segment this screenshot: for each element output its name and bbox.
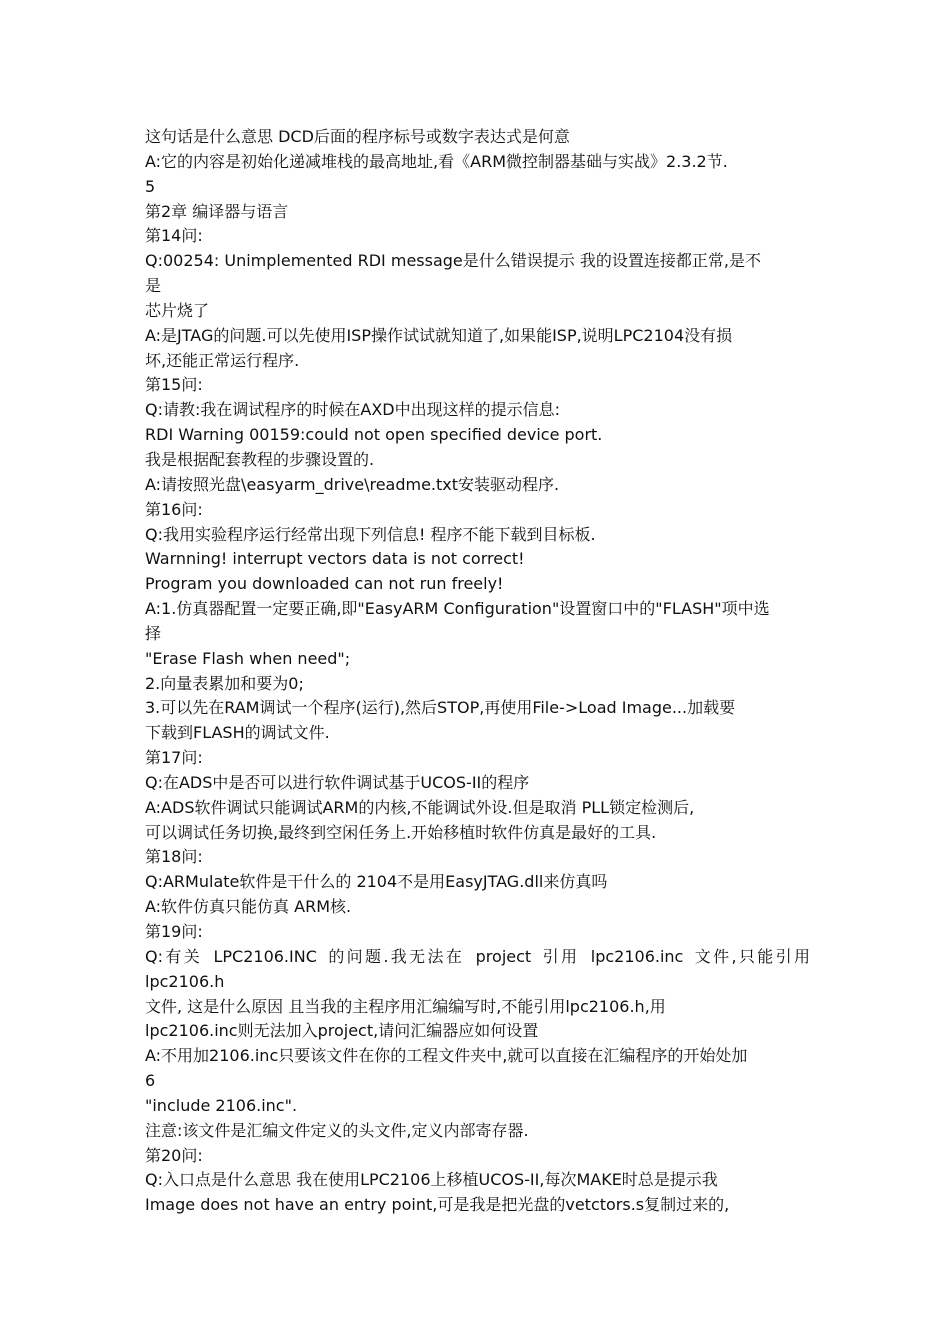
text-line: "include 2106.inc". bbox=[145, 1095, 298, 1115]
text-line: "Erase Flash when need"; bbox=[145, 648, 351, 668]
text-line: Q:00254: Unimplemented RDI message是什么错误提示 我的设置连接都正常,是不 bbox=[145, 251, 761, 271]
text-line: A:它的内容是初始化递减堆栈的最高地址,看《ARM微控制器基础与实战》2.3.2节. bbox=[145, 151, 728, 171]
text-line: 下载到FLASH的调试文件. bbox=[145, 723, 330, 743]
document-body bbox=[145, 125, 810, 1218]
text-line: 可以调试任务切换,最终到空闲任务上.开始移植时软件仿真是最好的工具. bbox=[145, 822, 657, 842]
text-line: lpc2106.inc则无法加入project,请问汇编器应如何设置 bbox=[145, 1021, 539, 1041]
text-line: Q:在ADS中是否可以进行软件调试基于UCOS-II的程序 bbox=[145, 772, 530, 792]
text-line: 坏,还能正常运行程序. bbox=[145, 350, 300, 370]
question-heading: 第19问: bbox=[145, 922, 203, 941]
text-line: 2.向量表累加和要为0; bbox=[145, 673, 304, 693]
chapter-heading: 第2章 编译器与语言 bbox=[145, 201, 289, 221]
question-heading: 第15问: bbox=[145, 375, 203, 395]
text-line: 芯片烧了 bbox=[145, 300, 210, 320]
text-line: A:软件仿真只能仿真 ARM核. bbox=[145, 897, 352, 917]
text-line: 是 bbox=[145, 276, 162, 296]
text-line: Q:请教:我在调试程序的时候在AXD中出现这样的提示信息: bbox=[145, 400, 560, 420]
text-line: A:请按照光盘\easyarm_drive\readme.txt安装驱动程序. bbox=[145, 474, 560, 494]
text-line: Q:我用实验程序运行经常出现下列信息! 程序不能下载到目标板. bbox=[145, 524, 596, 544]
text-line: A:1.仿真器配置一定要正确,即"EasyARM Configuration"设置窗口中的"FLASH"项中选 bbox=[145, 599, 770, 619]
page-number: 5 bbox=[145, 176, 156, 196]
text-line: 3.可以先在RAM调试一个程序(运行),然后STOP,再使用File->Load Image...加载要 bbox=[145, 698, 736, 718]
text-line: Warnning! interrupt vectors data is not correct! bbox=[145, 549, 525, 569]
text-line: lpc2106.h bbox=[145, 971, 225, 991]
question-heading: 第14问: bbox=[145, 226, 203, 246]
text-line: 文件, 这是什么原因 且当我的主程序用汇编编写时,不能引用lpc2106.h,用 bbox=[145, 996, 666, 1016]
question-heading: 第17问: bbox=[145, 748, 203, 768]
text-line: Program you downloaded can not run freely! bbox=[145, 574, 504, 594]
question-heading: 第16问: bbox=[145, 499, 203, 519]
text-line: 注意:该文件是汇编文件定义的头文件,定义内部寄存器. bbox=[145, 1120, 529, 1140]
text-line: RDI Warning 00159:could not open specified device port. bbox=[145, 425, 603, 445]
text-line: 这句话是什么意思 DCD后面的程序标号或数字表达式是何意 bbox=[145, 127, 570, 146]
text-line: A:不用加2106.inc只要该文件在你的工程文件夹中,就可以直接在汇编程序的开始处加 bbox=[145, 1046, 748, 1066]
text-line: 择 bbox=[145, 623, 162, 643]
text-line: Q:ARMulate软件是干什么的 2104不是用EasyJTAG.dll来仿真吗 bbox=[145, 872, 608, 892]
text-line: Q:有关 LPC2106.INC 的问题.我无法在 project 引用 lpc2106.inc 文件,只能引用 bbox=[145, 946, 810, 966]
text-line: Image does not have an entry point,可是我是把光盘的vetctors.s复制过来的, bbox=[145, 1195, 730, 1215]
question-heading: 第18问: bbox=[145, 847, 203, 867]
text-line: A:是JTAG的问题.可以先使用ISP操作试试就知道了,如果能ISP,说明LPC2104没有损 bbox=[145, 325, 733, 345]
question-heading: 第20问: bbox=[145, 1145, 203, 1165]
page-number: 6 bbox=[145, 1071, 156, 1091]
text-line: 我是根据配套教程的步骤设置的. bbox=[145, 449, 375, 469]
text-line: Q:入口点是什么意思 我在使用LPC2106上移植UCOS-II,每次MAKE时总是提示我 bbox=[145, 1170, 718, 1190]
text-line: A:ADS软件调试只能调试ARM的内核,不能调试外设.但是取消 PLL锁定检测后, bbox=[145, 797, 695, 817]
